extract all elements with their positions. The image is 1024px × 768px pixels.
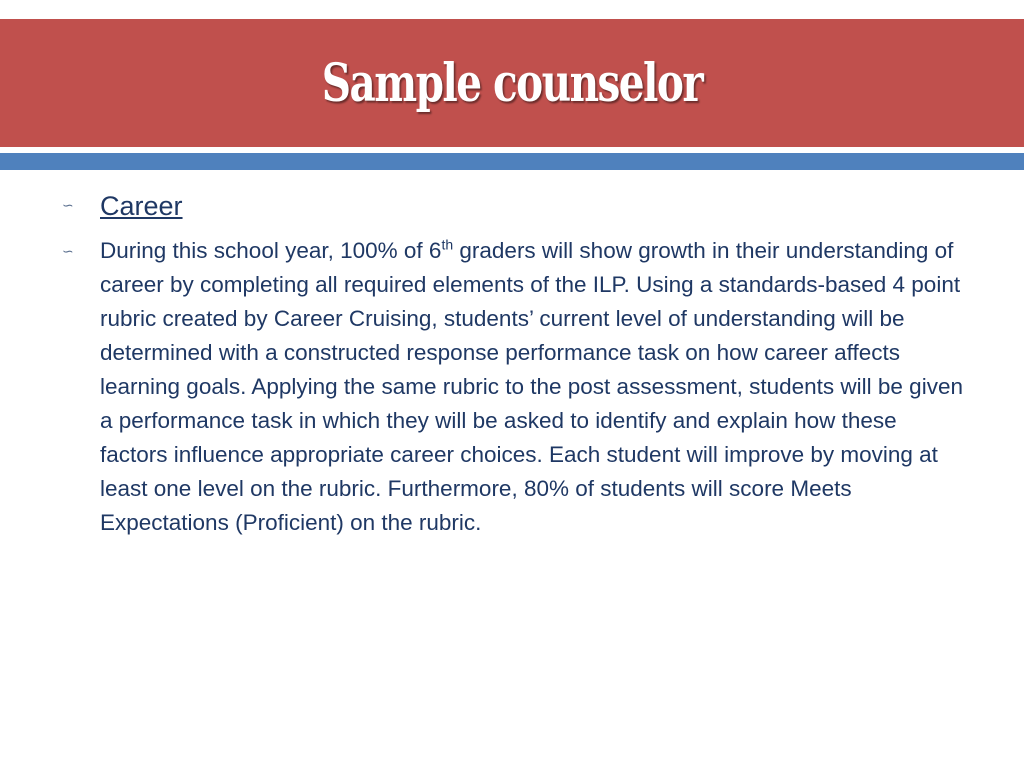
description-rest: graders will show growth in their understanding of career by completing all required elements of the ILP. Using a standards-based 4 point rubric created by Career Cruising, students’ current level of understanding will be determined with a constructed response performance task on how career affects learning goals. Applying the same rubric to the post assessment, students will be given a performance task in which they will be asked to identify and explain how these factors influence appropriate career choices. Each student will improve by moving at least one level on the rubric. Furthermore, 80% of students will score Meets Expectations (Proficient) on the rubric. — [100, 238, 963, 535]
ordinal-superscript: th — [441, 236, 454, 253]
career-description — [100, 234, 967, 540]
career-heading: Career — [100, 191, 183, 221]
slide-title: Sample counselor — [321, 52, 703, 114]
bullet-career-heading — [62, 188, 967, 224]
content-area — [62, 188, 967, 550]
accent-band — [0, 153, 1024, 170]
bullet-icon: ∽ — [62, 198, 74, 214]
bullet-icon: ∽ — [62, 244, 74, 260]
description-start: During this school year, 100% of 6 — [100, 238, 442, 263]
bullet-career-description — [62, 234, 967, 540]
